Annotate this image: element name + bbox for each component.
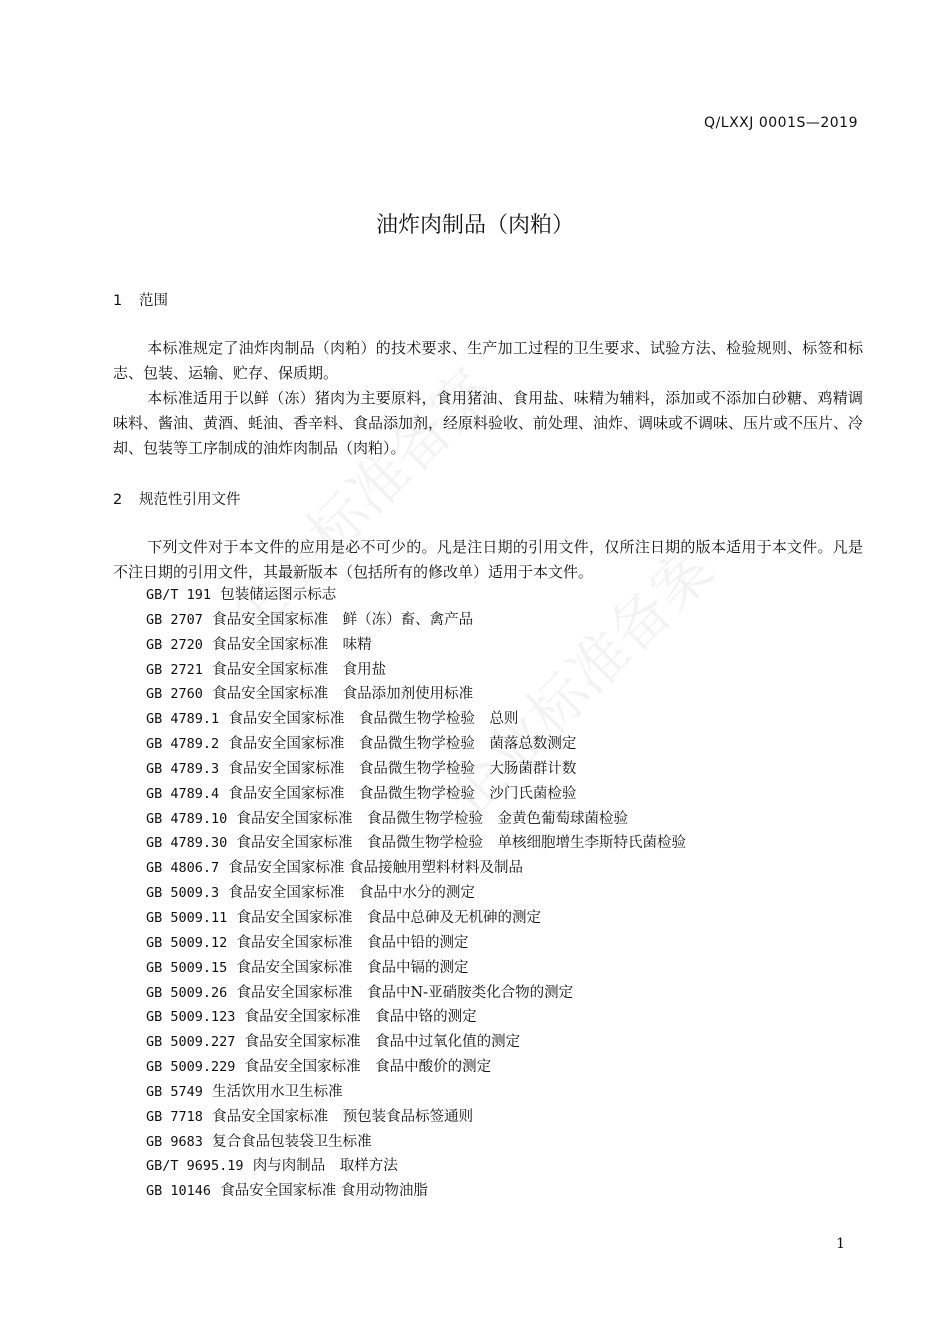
reference-item — [146, 831, 686, 856]
section-1-paragraph-2 — [113, 386, 863, 460]
reference-code: GB 2720 — [146, 636, 203, 653]
reference-title: 食品安全国家标准 食品微生物学检验 菌落总数测定 — [228, 736, 577, 753]
reference-list — [146, 583, 686, 1204]
reference-title: 食品安全国家标准 鲜（冻）畜、禽产品 — [212, 611, 474, 628]
section-2-number: 2 — [113, 492, 123, 508]
reference-item — [146, 682, 686, 707]
reference-title: 食品安全国家标准 预包装食品标签通则 — [212, 1108, 474, 1125]
page-number: 1 — [836, 1236, 845, 1252]
section-2-intro-text: 下列文件对于本文件的应用是必不可少的。凡是注日期的引用文件，仅所注日期的版本适用于本文件。凡是不注日期的引用文件，其最新版本（包括所有的修改单）适用于本文件。 — [113, 538, 863, 581]
reference-code: GB 5009.3 — [146, 885, 220, 902]
reference-title: 复合食品包装袋卫生标准 — [212, 1133, 372, 1150]
reference-code: GB 9683 — [146, 1133, 203, 1150]
reference-title: 食品安全国家标准 食品接触用塑料材料及制品 — [228, 860, 523, 877]
reference-title: 食品安全国家标准 食品中水分的测定 — [228, 885, 475, 902]
reference-item — [146, 658, 686, 683]
reference-code: GB 5009.227 — [146, 1034, 236, 1051]
reference-item — [146, 757, 686, 782]
reference-title: 食品安全国家标准 食品微生物学检验 总则 — [228, 711, 519, 728]
reference-title: 食品安全国家标准 食品微生物学检验 金黄色葡萄球菌检验 — [236, 810, 628, 827]
reference-item — [146, 1179, 686, 1204]
reference-code: GB 5009.15 — [146, 959, 228, 976]
reference-code: GB 5009.12 — [146, 934, 228, 951]
reference-title: 肉与肉制品 取样方法 — [252, 1158, 398, 1175]
reference-code: GB 4789.1 — [146, 711, 220, 728]
reference-title: 食品安全国家标准 食品中镉的测定 — [236, 959, 469, 976]
reference-code: GB/T 9695.19 — [146, 1158, 244, 1175]
reference-item — [146, 583, 686, 608]
reference-code: GB 4806.7 — [146, 860, 220, 877]
reference-code: GB 4789.4 — [146, 785, 220, 802]
reference-item — [146, 981, 686, 1006]
reference-item — [146, 1130, 686, 1155]
reference-item — [146, 732, 686, 757]
reference-item — [146, 608, 686, 633]
section-1-heading — [113, 289, 168, 310]
section-2-title: 规范性引用文件 — [139, 492, 241, 508]
reference-title: 包装储运图示标志 — [220, 587, 337, 603]
reference-code: GB 4789.30 — [146, 835, 228, 852]
reference-title: 食品安全国家标准 食品中N-亚硝胺类化合物的测定 — [236, 984, 574, 1001]
section-1-paragraph-2-text: 本标准适用于以鲜（冻）猪肉为主要原料，食用猪油、食用盐、味精为辅料，添加或不添加白砂糖、鸡精调味料、酱油、黄酒、蚝油、香辛料、食品添加剂，经原料验收、前处理、油炸、调味或不调味、压片或不压片、冷却、包装等工序制成的油炸肉制品（肉粕）。 — [113, 389, 864, 457]
reference-code: GB 5749 — [146, 1083, 203, 1100]
reference-item — [146, 881, 686, 906]
reference-item — [146, 1005, 686, 1030]
reference-item — [146, 931, 686, 956]
section-1-paragraph-1 — [113, 336, 863, 386]
reference-code: GB 10146 — [146, 1183, 212, 1200]
reference-title: 食品安全国家标准 食用动物油脂 — [220, 1183, 428, 1200]
standard-code: Q/LXXJ 0001S—2019 — [704, 115, 858, 131]
reference-item — [146, 1030, 686, 1055]
reference-title: 食品安全国家标准 食品中总砷及无机砷的测定 — [236, 909, 541, 926]
reference-code: GB 5009.123 — [146, 1009, 236, 1026]
reference-title: 食品安全国家标准 食品中过氧化值的测定 — [244, 1034, 521, 1051]
section-1-number: 1 — [113, 293, 123, 309]
reference-code: GB 4789.2 — [146, 736, 220, 753]
reference-code: GB 2707 — [146, 611, 203, 628]
reference-item — [146, 707, 686, 732]
reference-title: 食品安全国家标准 食品中铬的测定 — [244, 1009, 477, 1026]
reference-item — [146, 807, 686, 832]
document-title: 油炸肉制品（肉粕） — [375, 213, 574, 238]
reference-title: 食品安全国家标准 食品中酸价的测定 — [244, 1059, 492, 1076]
reference-title: 食品安全国家标准 食用盐 — [212, 661, 387, 678]
reference-code: GB/T 191 — [146, 587, 212, 603]
reference-item — [146, 1154, 686, 1179]
reference-code: GB 2721 — [146, 661, 203, 678]
reference-title: 食品安全国家标准 食品微生物学检验 单核细胞增生李斯特氏菌检验 — [236, 835, 686, 852]
reference-code: GB 4789.10 — [146, 810, 228, 827]
reference-item — [146, 1055, 686, 1080]
reference-item — [146, 856, 686, 881]
section-2-intro — [113, 535, 863, 585]
section-1-paragraph-1-text: 本标准规定了油炸肉制品（肉粕）的技术要求、生产加工过程的卫生要求、试验方法、检验规则、标签和标志、包装、运输、贮存、保质期。 — [113, 339, 863, 382]
reference-title: 食品安全国家标准 食品中铅的测定 — [236, 934, 469, 951]
reference-title: 食品安全国家标准 食品添加剂使用标准 — [212, 686, 474, 703]
reference-code: GB 4789.3 — [146, 760, 220, 777]
reference-item — [146, 1105, 686, 1130]
reference-item — [146, 633, 686, 658]
reference-code: GB 7718 — [146, 1108, 203, 1125]
section-1-title: 范围 — [139, 293, 168, 309]
reference-item — [146, 782, 686, 807]
reference-title: 生活饮用水卫生标准 — [212, 1083, 343, 1100]
reference-title: 食品安全国家标准 食品微生物学检验 沙门氏菌检验 — [228, 785, 577, 802]
section-2-heading — [113, 488, 241, 509]
reference-title: 食品安全国家标准 味精 — [212, 636, 372, 653]
reference-code: GB 5009.26 — [146, 984, 228, 1001]
reference-code: GB 2760 — [146, 686, 203, 703]
reference-code: GB 5009.11 — [146, 909, 228, 926]
reference-item — [146, 1080, 686, 1105]
reference-title: 食品安全国家标准 食品微生物学检验 大肠菌群计数 — [228, 760, 577, 777]
reference-code: GB 5009.229 — [146, 1059, 236, 1076]
reference-item — [146, 906, 686, 931]
reference-item — [146, 956, 686, 981]
